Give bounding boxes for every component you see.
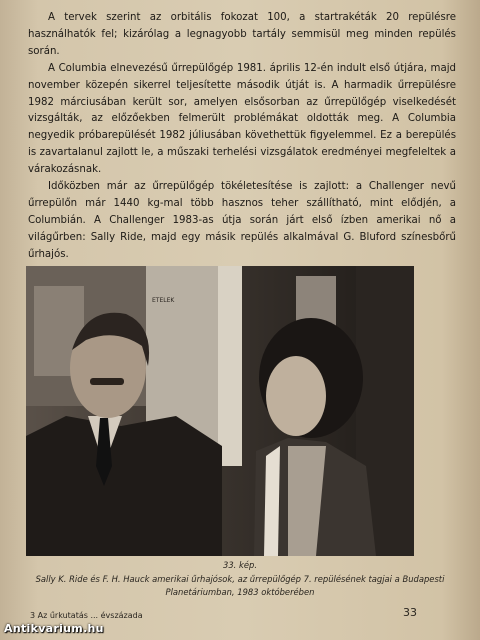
photo-caption [20, 559, 460, 600]
footer-signature: 3 Az űrkutatás ... évszázada [30, 611, 143, 620]
paragraph-2: A Columbia elnevezésű űrrepülőgép 1981. április 12-én indult első útjára, majd november közepén sikerrel teljesítette második útját is. A harmadik űrrepülésre 1982 márciusában került sor, amelyen elsősorban az űrrepülőgép viselkedését vizsgálták, az előzőekben felmerült problémákat oldották meg. A Columbia negyedik próbarepülését 1982 júliusában követhettük figyelemmel. Ez a berepülés is zavartalanul zajlott le, a műszaki terhelési vizsgálatok eredményei megfeleltek a várakozásnak. [28, 62, 456, 176]
sign-text: ETELEK [152, 297, 175, 304]
paragraph-1: A tervek szerint az orbitális fokozat 100, a startrakéták 20 repülésre használhatók fel; kizárólag a legnagyobb tartály semmisül meg minden repülés során. [28, 12, 456, 57]
photograph-astronauts [26, 266, 414, 556]
body-text [28, 10, 456, 264]
caption-text: Sally K. Ride és F. H. Hauck amerikai űrhajósok, az űrrepülőgép 7. repülésének tagjai a Budapesti Planetáriumban, 1983 októberében [35, 573, 445, 598]
page-number: 33 [403, 606, 417, 619]
watermark-logo: Antikvarium.hu [4, 622, 104, 635]
caption-label: 33. kép. [223, 560, 257, 570]
paragraph-3: Időközben már az űrrepülőgép tökéletesítése is zajlott: a Challenger nevű űrrepülőn már 1440 kg-mal több hasznos teher szállítható, mint elődjén, a Columbián. A Challenger 1983-as útja során járt első ízben amerikai nő a világűrben: Sally Ride, majd egy másik repülés alkalmával G. Bluford színesbőrű űrhajós. [28, 181, 456, 260]
